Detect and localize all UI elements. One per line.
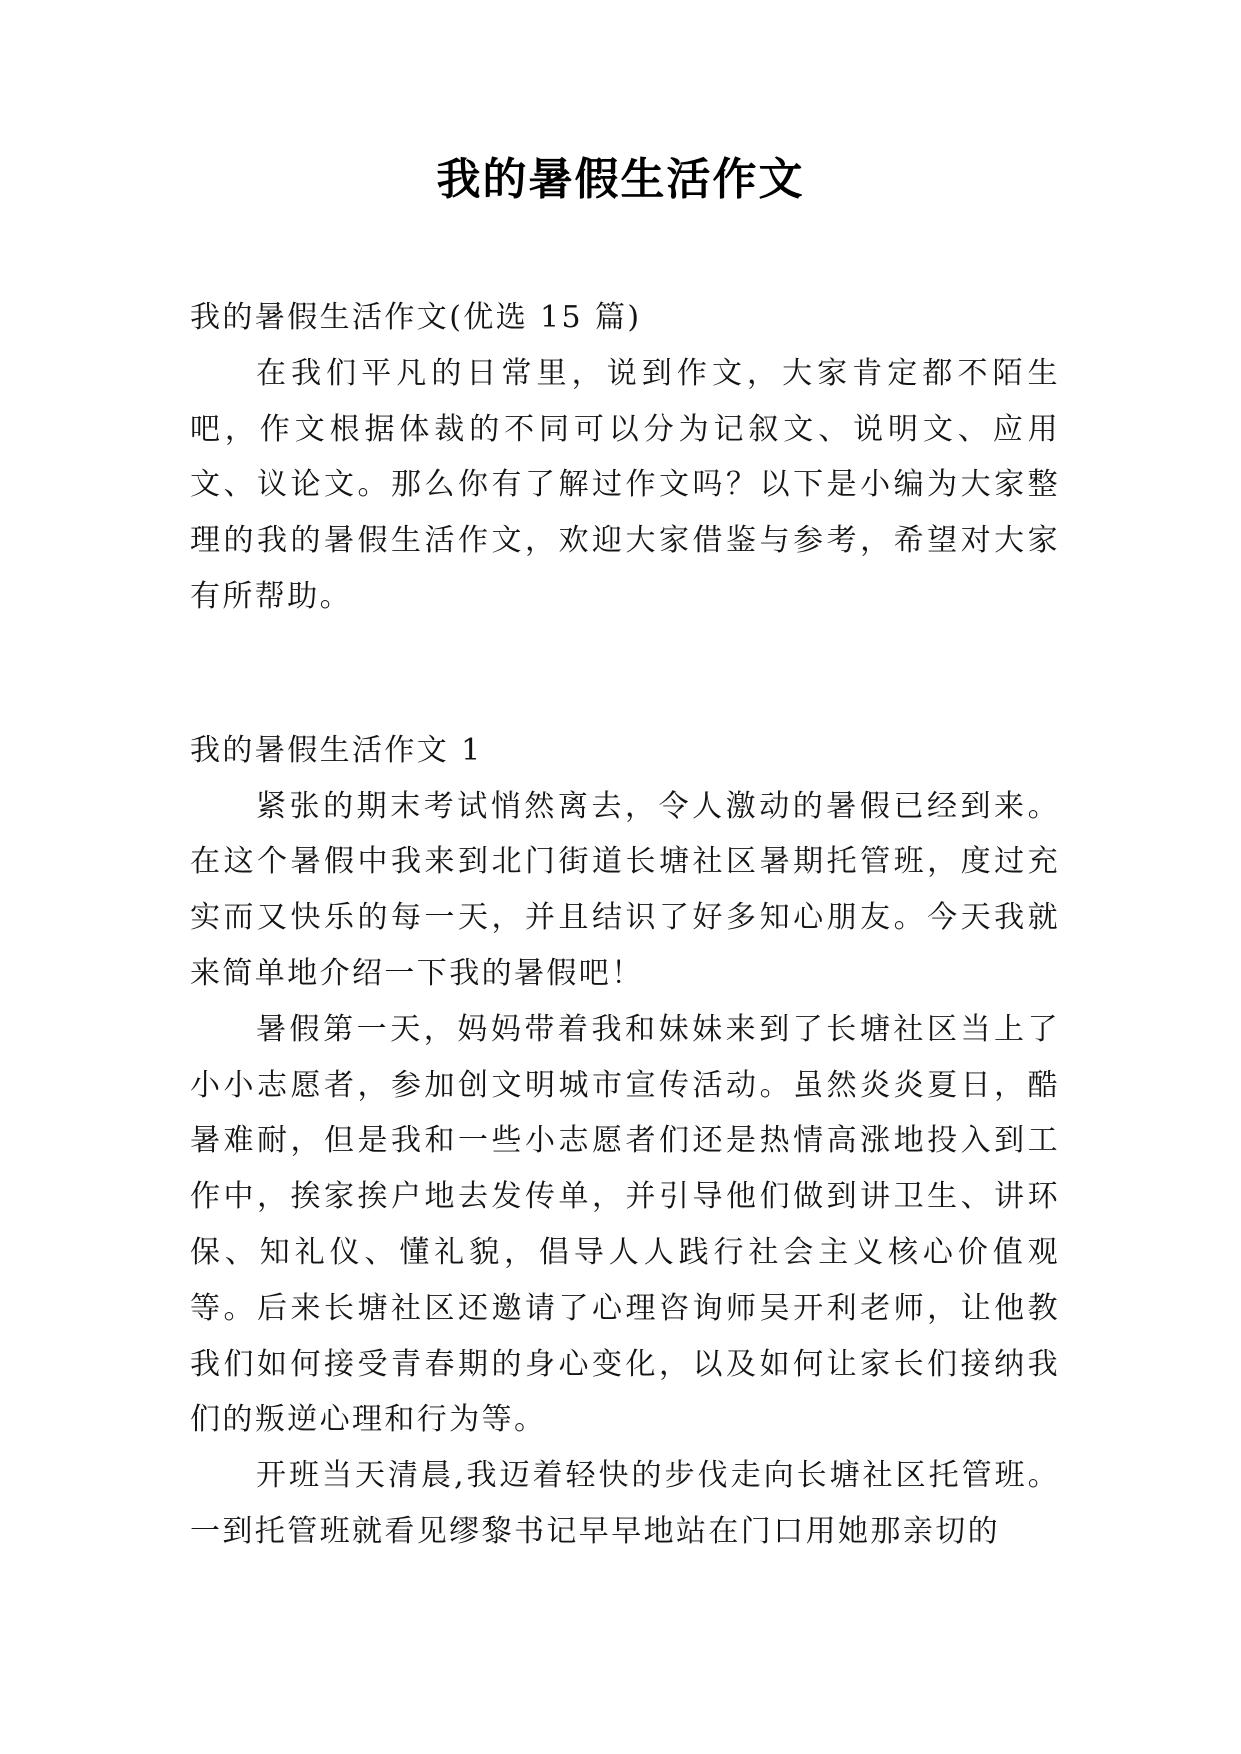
document-body [190,290,1060,1560]
document-title: 我的暑假生活作文 [436,154,805,205]
document-subtitle: 我的暑假生活作文(优选 15 篇) [190,300,642,335]
intro-paragraph: 在我们平凡的日常里，说到作文，大家肯定都不陌生吧，作文根据体裁的不同可以分为记叙文、说明文、应用文、议论文。那么你有了解过作文吗？以下是小编为大家整理的我的暑假生活作文，欢迎大家借鉴与参考，希望对大家有所帮助。 [190,355,1060,614]
body-paragraph: 暑假第一天，妈妈带着我和妹妹来到了长塘社区当上了小小志愿者，参加创文明城市宣传活动。虽然炎炎夏日，酷暑难耐，但是我和一些小志愿者们还是热情高涨地投入到工作中，挨家挨户地去发传单，并引导他们做到讲卫生、讲环保、知礼仪、懂礼貌，倡导人人践行社会主义核心价值观等。后来长塘社区还邀请了心理咨询师吴开利老师，让他教我们如何接受青春期的身心变化，以及如何让家长们接纳我们的叛逆心理和行为等。 [190,1011,1060,1438]
body-paragraph: 紧张的期末考试悄然离去，令人激动的暑假已经到来。在这个暑假中我来到北门街道长塘社区暑期托管班，度过充实而又快乐的每一天，并且结识了好多知心朋友。今天我就来简单地介绍一下我的暑假吧！ [190,788,1060,991]
section-heading: 我的暑假生活作文 1 [190,732,483,768]
body-paragraph: 开班当天清晨,我迈着轻快的步伐走向长塘社区托管班。一到托管班就看见缪黎书记早早地站在门口用她那亲切的 [190,1458,1060,1549]
section-spacer [190,625,1060,723]
